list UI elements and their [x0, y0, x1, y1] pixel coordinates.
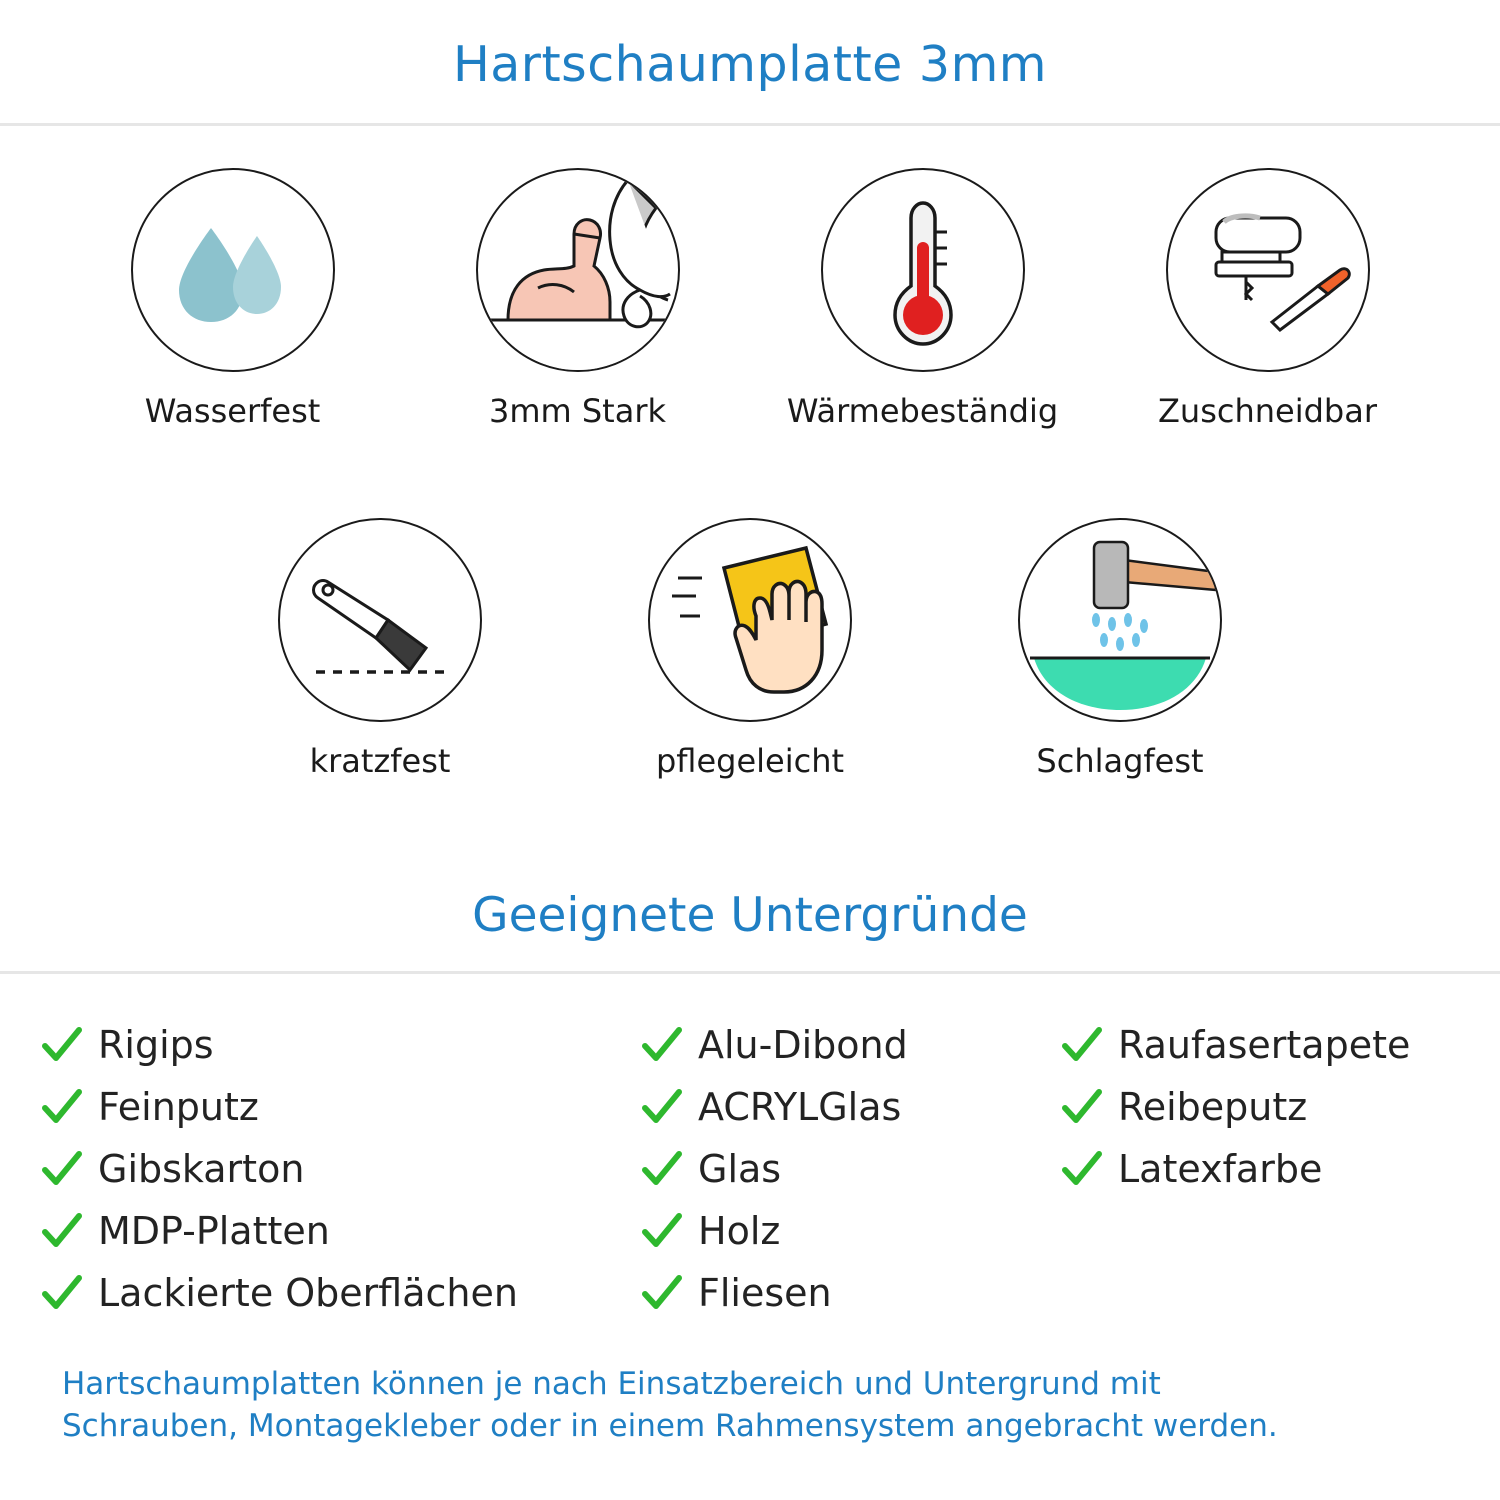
check-icon [640, 1209, 684, 1253]
check-icon [1060, 1147, 1104, 1191]
check-icon [40, 1023, 84, 1067]
check-icon [40, 1085, 84, 1129]
feature-wasserfest [60, 168, 405, 430]
feature-zuschneidbar [1095, 168, 1440, 430]
list-item-label: ACRYLGlas [698, 1085, 902, 1129]
list-item [40, 1076, 640, 1138]
feature-kratzfest [195, 518, 565, 780]
water-drops-icon [133, 170, 333, 370]
list-item [40, 1200, 640, 1262]
feature-3mm-stark [405, 168, 750, 430]
list-item-label: Latexfarbe [1118, 1147, 1323, 1191]
list-item-label: Rigips [98, 1023, 214, 1067]
list-item [640, 1200, 1060, 1262]
list-item [40, 1262, 640, 1324]
list-item [640, 1138, 1060, 1200]
jigsaw-cutter-icon [1168, 170, 1368, 370]
check-icon [1060, 1085, 1104, 1129]
feature-icon-circle [131, 168, 335, 372]
list-item-label: Gibskarton [98, 1147, 305, 1191]
list-item [1060, 1138, 1480, 1200]
feature-row-2 [0, 518, 1500, 780]
check-icon [40, 1271, 84, 1315]
list-item-label: Feinputz [98, 1085, 259, 1129]
list-item-label: Holz [698, 1209, 781, 1253]
feature-waermebestaendig [750, 168, 1095, 430]
feature-row-1 [0, 168, 1500, 430]
check-icon [40, 1209, 84, 1253]
footer-note-line-1: Hartschaumplatten können je nach Einsatzbereich und Untergrund mit [62, 1366, 1161, 1403]
list-item [40, 1138, 640, 1200]
knife-scratch-icon [280, 520, 480, 720]
substrates-column-1 [40, 1014, 640, 1324]
check-icon [640, 1023, 684, 1067]
flexing-arm-icon [478, 170, 678, 370]
feature-label: Wärmebeständig [786, 392, 1059, 430]
list-item-label: Fliesen [698, 1271, 832, 1315]
feature-icon-circle [476, 168, 680, 372]
substrates-column-2 [640, 1014, 1060, 1324]
substrates-heading: Geeignete Untergründe [472, 888, 1028, 943]
feature-label: pflegeleicht [655, 742, 845, 780]
check-icon [1060, 1023, 1104, 1067]
list-item [640, 1262, 1060, 1324]
footer-note [62, 1364, 1450, 1448]
check-icon [40, 1147, 84, 1191]
feature-pflegeleicht [565, 518, 935, 780]
feature-icon-circle [1018, 518, 1222, 722]
feature-icon-circle [648, 518, 852, 722]
feature-icon-circle [278, 518, 482, 722]
feature-label: Schlagfest [1036, 742, 1204, 780]
check-icon [640, 1271, 684, 1315]
list-item [40, 1014, 640, 1076]
feature-icon-circle [821, 168, 1025, 372]
list-item [640, 1014, 1060, 1076]
feature-label: 3mm Stark [488, 392, 667, 430]
list-item-label: MDP-Platten [98, 1209, 330, 1253]
feature-icon-circle [1166, 168, 1370, 372]
list-item [1060, 1014, 1480, 1076]
list-item [1060, 1076, 1480, 1138]
thermometer-icon [823, 170, 1023, 370]
feature-label: Wasserfest [144, 392, 321, 430]
list-item-label: Lackierte Oberflächen [98, 1271, 518, 1315]
substrates-section [0, 974, 1500, 1324]
check-icon [640, 1147, 684, 1191]
hammer-impact-icon [1020, 520, 1220, 720]
list-item-label: Glas [698, 1147, 782, 1191]
list-item [640, 1076, 1060, 1138]
feature-label: Zuschneidbar [1158, 392, 1377, 430]
footer-note-line-2: Schrauben, Montagekleber oder in einem Rahmensystem angebracht werden. [62, 1408, 1278, 1445]
list-item-label: Alu-Dibond [698, 1023, 908, 1067]
feature-schlagfest [935, 518, 1305, 780]
hand-cloth-icon [650, 520, 850, 720]
feature-label: kratzfest [309, 742, 451, 780]
check-icon [640, 1085, 684, 1129]
list-item-label: Raufasertapete [1118, 1023, 1411, 1067]
page-title: Hartschaumplatte 3mm [452, 36, 1048, 93]
substrates-column-3 [1060, 1014, 1480, 1324]
features-section [0, 126, 1500, 780]
list-item-label: Reibeputz [1118, 1085, 1308, 1129]
